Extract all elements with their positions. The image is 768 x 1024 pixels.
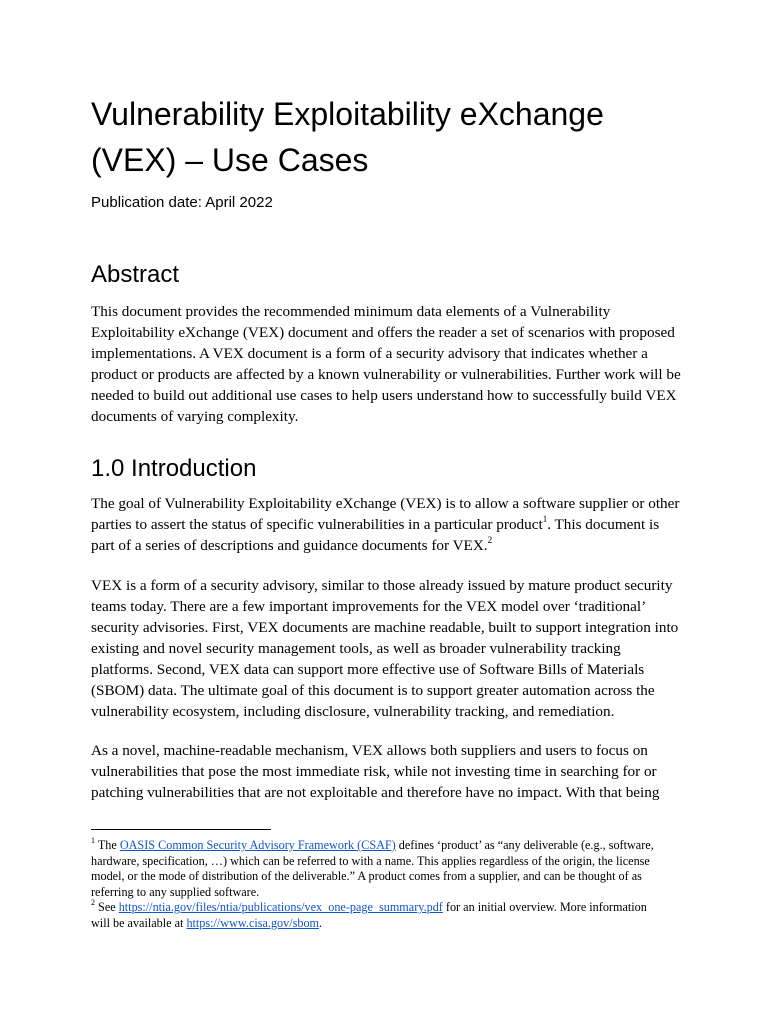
footnote-mark-1: 1 xyxy=(91,835,95,845)
text-line: patching vulnerabilities that are not exploitable and therefore have no impact. With that being xyxy=(91,784,660,801)
text-line: vulnerabilities that pose the most immediate risk, while not investing time in searching for or xyxy=(91,763,657,780)
intro-paragraph-2 xyxy=(91,575,683,722)
text-fragment: parties to assert the status of specific vulnerabilities in a particular product xyxy=(91,516,543,533)
text-line xyxy=(91,535,683,556)
document-title xyxy=(91,91,711,183)
text-line: model, or the mode of distribution of the deliverable.” A product comes from a supplier, and can be thought of as xyxy=(91,869,642,883)
text-fragment: part of a series of descriptions and guidance documents for VEX. xyxy=(91,537,488,554)
intro-paragraph-3 xyxy=(91,740,683,803)
text-line: Exploitability eXchange (VEX) document and offers the reader a set of scenarios with proposed xyxy=(91,324,675,341)
text-line: hardware, specification, …) which can be referred to with a name. This applies regardless of the origin, the license xyxy=(91,853,650,868)
text-line: existing and novel security management tools, as well as broader vulnerability tracking xyxy=(91,640,621,657)
text-line: platforms. Second, VEX data can support more effective use of Software Bills of Materials xyxy=(91,661,645,678)
text-fragment: will be available at xyxy=(91,915,187,930)
intro-paragraph-1 xyxy=(91,493,683,556)
ntia-summary-link[interactable]: https://ntia.gov/files/ntia/publications/vex_one-page_summary.pdf xyxy=(118,900,443,914)
text-line xyxy=(91,514,683,535)
text-line: referring to any supplied software. xyxy=(91,884,260,899)
text-fragment: See xyxy=(95,900,119,914)
text-line: needed to build out additional use cases to help users understand how to successfully build VEX xyxy=(91,387,677,404)
csaf-link[interactable]: OASIS Common Security Advisory Framework (CSAF) xyxy=(119,838,396,852)
title-line-2: (VEX) – Use Cases xyxy=(91,142,369,178)
text-line: As a novel, machine-readable mechanism, VEX allows both suppliers and users to focus on xyxy=(91,742,648,759)
text-line: documents of varying complexity. xyxy=(91,408,299,425)
footnote-2 xyxy=(91,897,691,931)
text-line xyxy=(91,897,691,916)
text-fragment: The xyxy=(95,838,120,852)
text-fragment: defines ‘product’ as “any deliverable (e.g., software, xyxy=(395,838,654,852)
abstract-heading: Abstract xyxy=(91,261,180,288)
title-line-1: Vulnerability Exploitability eXchange xyxy=(91,96,604,132)
publication-date: Publication date: April 2022 xyxy=(91,194,273,211)
text-line: teams today. There are a few important improvements for the VEX model over ‘traditional’ xyxy=(91,598,647,615)
cisa-sbom-link[interactable]: https://www.cisa.gov/sbom xyxy=(186,915,320,930)
text-line: security advisories. First, VEX documents are machine readable, built to support integration into xyxy=(91,619,679,636)
introduction-heading: 1.0 Introduction xyxy=(91,455,257,482)
text-line: This document provides the recommended minimum data elements of a Vulnerability xyxy=(91,303,611,320)
text-line: product or products are affected by a known vulnerability or vulnerabilities. Further work will be xyxy=(91,366,681,383)
footnote-ref-1[interactable]: 1 xyxy=(542,513,548,524)
text-line xyxy=(91,835,691,854)
footnote-separator xyxy=(91,829,271,830)
text-fragment: . xyxy=(319,915,323,930)
text-fragment: for an initial overview. More information xyxy=(442,900,647,914)
footnote-1 xyxy=(91,835,691,900)
text-line: The goal of Vulnerability Exploitability eXchange (VEX) is to allow a software supplier or other xyxy=(91,495,680,512)
text-line: (SBOM) data. The ultimate goal of this document is to support greater automation across the xyxy=(91,682,655,699)
text-line xyxy=(91,916,691,932)
text-line: VEX is a form of a security advisory, similar to those already issued by mature product security xyxy=(91,577,673,594)
text-line: implementations. A VEX document is a form of a security advisory that indicates whether a xyxy=(91,345,648,362)
text-line: vulnerability ecosystem, including disclosure, vulnerability tracking, and remediation. xyxy=(91,703,615,720)
abstract-paragraph xyxy=(91,301,683,427)
footnote-mark-2: 2 xyxy=(91,897,95,907)
footnote-ref-2[interactable]: 2 xyxy=(487,534,493,545)
text-fragment: . This document is xyxy=(547,516,660,533)
